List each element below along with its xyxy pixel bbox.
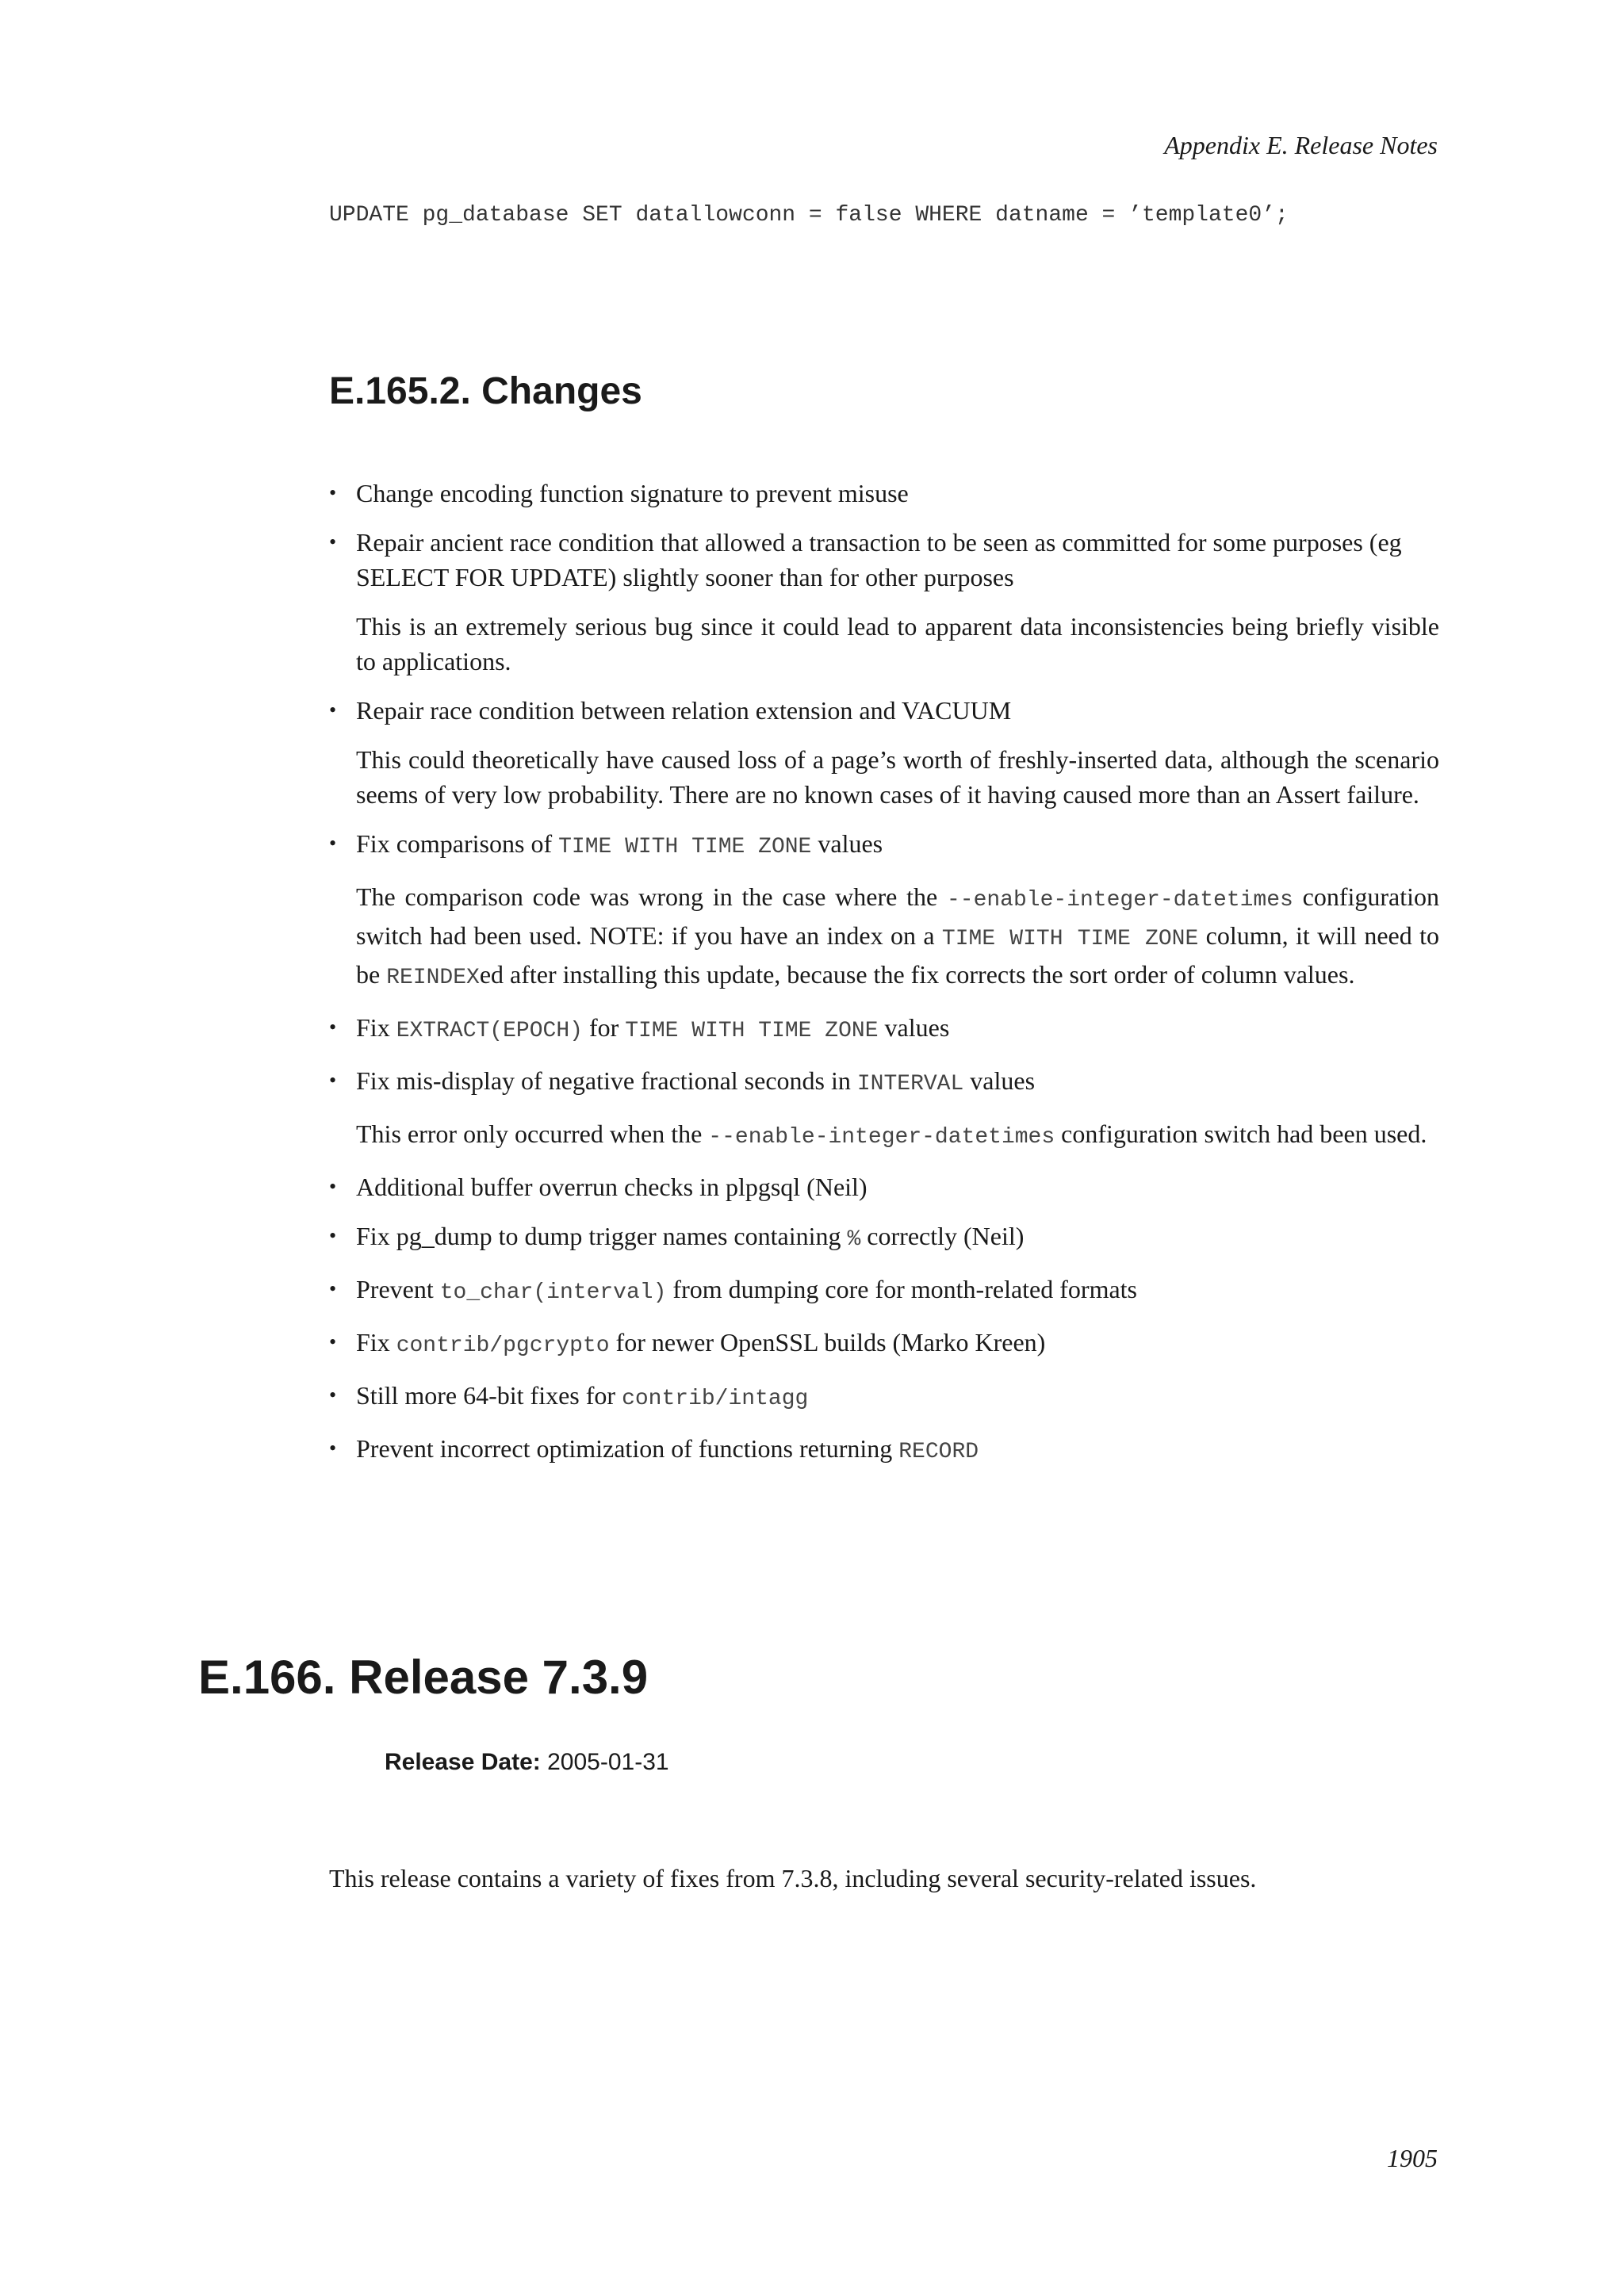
item-text (356, 826, 1439, 865)
release-date-value: 2005-01-31 (547, 1749, 669, 1775)
inline-code: INTERVAL (856, 1072, 964, 1096)
page-number: 1905 (1387, 2144, 1438, 2172)
release-intro: This release contains a variety of fixes from 7.3.8, including several security-related issues. (329, 1864, 1257, 1892)
inline-code: --enable-integer-datetimes (708, 1125, 1055, 1150)
item-note: This could theoretically have caused loss of a page’s worth of freshly-inserted data, although the scenario seems of very low probability. There are no known cases of it having caused more than an Assert failure. (356, 745, 1439, 809)
inline-code: TIME WITH TIME ZONE (941, 927, 1199, 951)
text-segment: Fix (356, 1013, 396, 1042)
list-item (329, 1325, 1439, 1364)
list-item (329, 1010, 1439, 1049)
text-segment: Fix comparisons of (356, 829, 559, 858)
text-segment: ed after installing this update, because the fix corrects the sort order of column values. (479, 960, 1355, 989)
text-segment: configuration switch had been used. NOTE: if you have an index on a (356, 882, 1440, 950)
text-segment: Fix pg_dump to dump trigger names containing (356, 1222, 848, 1250)
item-text (356, 1431, 1439, 1470)
text-segment: Prevent (356, 1275, 440, 1303)
list-item (329, 1063, 1439, 1155)
text-segment: Fix mis-display of negative fractional seconds in (356, 1066, 857, 1095)
item-text: • Repair race condition between relation extension and VACUUM (356, 696, 1012, 725)
item-text (356, 1010, 1439, 1049)
list-item (329, 476, 1439, 511)
inline-code: TIME WITH TIME ZONE (558, 835, 812, 859)
text-segment: Fix (356, 1328, 396, 1357)
text-segment: values (963, 1066, 1036, 1095)
item-text: • Additional buffer overrun checks in plpgsql (Neil) (356, 1173, 868, 1201)
list-item (329, 1169, 1439, 1204)
running-header: Appendix E. Release Notes (1164, 131, 1438, 159)
text-segment: The comparison code was wrong in the case where the (356, 882, 947, 911)
inline-code: contrib/intagg (622, 1387, 809, 1411)
item-text (356, 1272, 1439, 1311)
release-date-label: Release Date: (385, 1749, 541, 1775)
list-item (329, 525, 1439, 679)
section-heading: E.165.2. Changes (329, 370, 642, 412)
text-segment: Prevent incorrect optimization of functions returning (356, 1434, 899, 1463)
text-segment: column, it will need to be (356, 921, 1439, 989)
inline-code: contrib/pgcrypto (396, 1334, 610, 1358)
inline-code: REINDEX (386, 966, 480, 990)
text-segment: for (582, 1013, 626, 1042)
list-item (329, 1431, 1439, 1470)
item-text: • Repair ancient race condition that allowed a transaction to be seen as committed for some purposes (eg SELECT FOR UPDATE) slightly sooner than for other purposes (356, 528, 1402, 591)
text-segment: This error only occurred when the (356, 1119, 709, 1148)
list-item (329, 1272, 1439, 1311)
inline-code: % (847, 1227, 861, 1252)
text-segment: for newer OpenSSL builds (Marko Kreen) (609, 1328, 1046, 1357)
list-item (329, 826, 1439, 996)
text-segment: from dumping core for month-related formats (666, 1275, 1137, 1303)
item-text (356, 1063, 1439, 1102)
item-note (356, 879, 1439, 996)
list-item (329, 1219, 1439, 1257)
inline-code: to_char(interval) (439, 1280, 667, 1305)
changes-list (329, 476, 1439, 1484)
text-segment: Still more 64-bit fixes for (356, 1381, 622, 1410)
inline-code: EXTRACT(EPOCH) (396, 1019, 583, 1043)
inline-code: RECORD (898, 1440, 979, 1464)
item-text (356, 1325, 1439, 1364)
list-item (329, 693, 1439, 812)
item-note: This is an extremely serious bug since it could lead to apparent data inconsistencies being briefly visible to applications. (356, 612, 1439, 675)
item-text (356, 1219, 1439, 1257)
text-segment: values (811, 829, 883, 858)
inline-code: --enable-integer-datetimes (946, 888, 1293, 913)
text-segment: correctly (Neil) (860, 1222, 1025, 1250)
text-segment: values (878, 1013, 950, 1042)
inline-code: TIME WITH TIME ZONE (625, 1019, 879, 1043)
sql-code-line: UPDATE pg_database SET datallowconn = false WHERE datname = ’template0’; (329, 203, 1289, 228)
item-text (356, 1378, 1439, 1417)
item-text: • Change encoding function signature to prevent misuse (356, 479, 909, 507)
release-heading: E.166. Release 7.3.9 (198, 1651, 649, 1704)
text-segment: configuration switch had been used. (1055, 1119, 1427, 1148)
list-item (329, 1378, 1439, 1417)
item-note (356, 1116, 1439, 1155)
release-date (385, 1747, 669, 1778)
